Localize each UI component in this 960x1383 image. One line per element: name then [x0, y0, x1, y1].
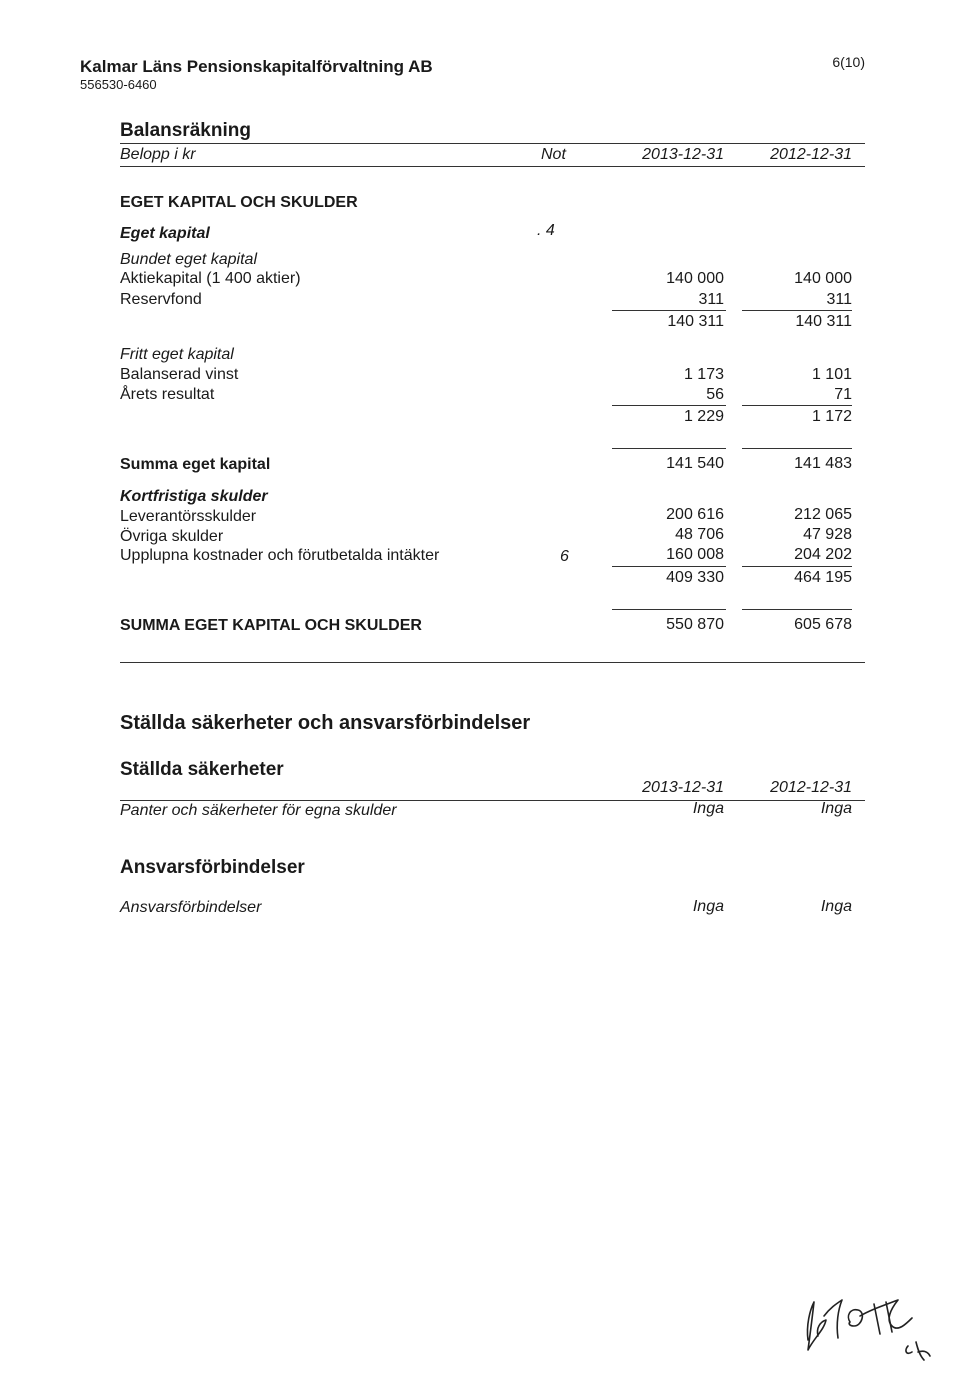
subtotal-rule-2012	[742, 405, 852, 406]
row-value-2012: 204 202	[794, 546, 852, 563]
contingent-heading: Ansvarsförbindelser	[120, 857, 305, 878]
pledged-title: Ställda säkerheter och ansvarsförbindelser	[120, 712, 531, 734]
grand-total-label: SUMMA EGET KAPITAL OCH SKULDER	[120, 617, 422, 634]
subtotal-2013: 1 229	[683, 408, 724, 425]
row-value-2012: 71	[834, 386, 852, 403]
row-value-2012: 311	[826, 291, 852, 308]
balance-sheet-title: Balansräkning	[120, 120, 251, 141]
securities-column-2013: 2013-12-31	[642, 779, 724, 796]
unrestricted-equity-heading: Fritt eget kapital	[120, 346, 234, 363]
row-label: Årets resultat	[120, 386, 215, 403]
grand-total-2013: 550 870	[666, 616, 724, 633]
contingent-row-2012: Inga	[820, 898, 852, 915]
section-end-rule	[120, 662, 865, 663]
row-label: Reservfond	[120, 291, 202, 308]
equity-total-label: Summa eget kapital	[120, 456, 271, 473]
total-rule-2012	[742, 448, 852, 449]
subtotal-2012: 140 311	[795, 313, 852, 330]
header-rule	[120, 166, 865, 167]
securities-rule	[120, 800, 865, 801]
row-value-2012: 1 101	[811, 366, 852, 383]
section-title: EGET KAPITAL OCH SKULDER	[120, 194, 358, 211]
row-label: Balanserad vinst	[120, 366, 239, 383]
securities-row-label: Panter och säkerheter för egna skulder	[120, 802, 397, 819]
liabilities-heading: Kortfristiga skulder	[120, 488, 268, 505]
securities-heading: Ställda säkerheter	[120, 759, 284, 780]
securities-row-2013: Inga	[692, 800, 724, 817]
subtotal-rule-2012	[742, 566, 852, 567]
equity-total-2013: 141 540	[666, 455, 724, 472]
page-number: 6(10)	[832, 54, 865, 70]
row-label: Upplupna kostnader och förutbetalda intäkter	[120, 547, 440, 564]
equity-heading: Eget kapital	[120, 225, 210, 242]
column-2013-header: 2013-12-31	[642, 146, 724, 163]
securities-row-2012: Inga	[820, 800, 852, 817]
subtotal-2013: 140 311	[667, 313, 724, 330]
row-value-2013: 140 000	[666, 270, 724, 287]
contingent-row-label: Ansvarsförbindelser	[120, 899, 262, 916]
company-name: Kalmar Läns Pensionskapitalförvaltning AB	[80, 57, 433, 76]
row-value-2012: 212 065	[794, 506, 852, 523]
subtotal-rule-2013	[612, 405, 726, 406]
row-note: 6	[560, 548, 569, 565]
row-value-2013: 56	[706, 386, 724, 403]
grand-total-2012: 605 678	[794, 616, 852, 633]
org-number: 556530-6460	[80, 77, 157, 92]
row-label: Övriga skulder	[120, 528, 224, 545]
row-value-2013: 200 616	[666, 506, 724, 523]
subtotal-rule-2012	[742, 310, 852, 311]
title-rule	[120, 143, 865, 144]
row-value-2013: 48 706	[675, 526, 724, 543]
column-2012-header: 2012-12-31	[770, 146, 852, 163]
subtotal-2013: 409 330	[666, 569, 724, 586]
row-label: Aktiekapital (1 400 aktier)	[120, 270, 301, 287]
total-rule-2013	[612, 448, 726, 449]
column-note-header: Not	[541, 146, 566, 163]
subtotal-2012: 1 172	[811, 408, 852, 425]
row-value-2013: 311	[698, 291, 724, 308]
contingent-row-2013: Inga	[692, 898, 724, 915]
row-value-2012: 47 928	[803, 526, 852, 543]
row-value-2013: 1 173	[683, 366, 724, 383]
equity-note: . 4	[537, 222, 555, 239]
subtotal-rule-2013	[612, 310, 726, 311]
securities-column-2012: 2012-12-31	[770, 779, 852, 796]
restricted-equity-heading: Bundet eget kapital	[120, 251, 257, 268]
row-value-2013: 160 008	[666, 546, 724, 563]
subtotal-2012: 464 195	[794, 569, 852, 586]
grand-total-rule-2012	[742, 609, 852, 610]
subtotal-rule-2013	[612, 566, 726, 567]
handwritten-initials	[790, 1280, 940, 1380]
grand-total-rule-2013	[612, 609, 726, 610]
equity-total-2012: 141 483	[794, 455, 852, 472]
row-label: Leverantörsskulder	[120, 508, 257, 525]
column-label-header: Belopp i kr	[120, 146, 196, 163]
row-value-2012: 140 000	[794, 270, 852, 287]
